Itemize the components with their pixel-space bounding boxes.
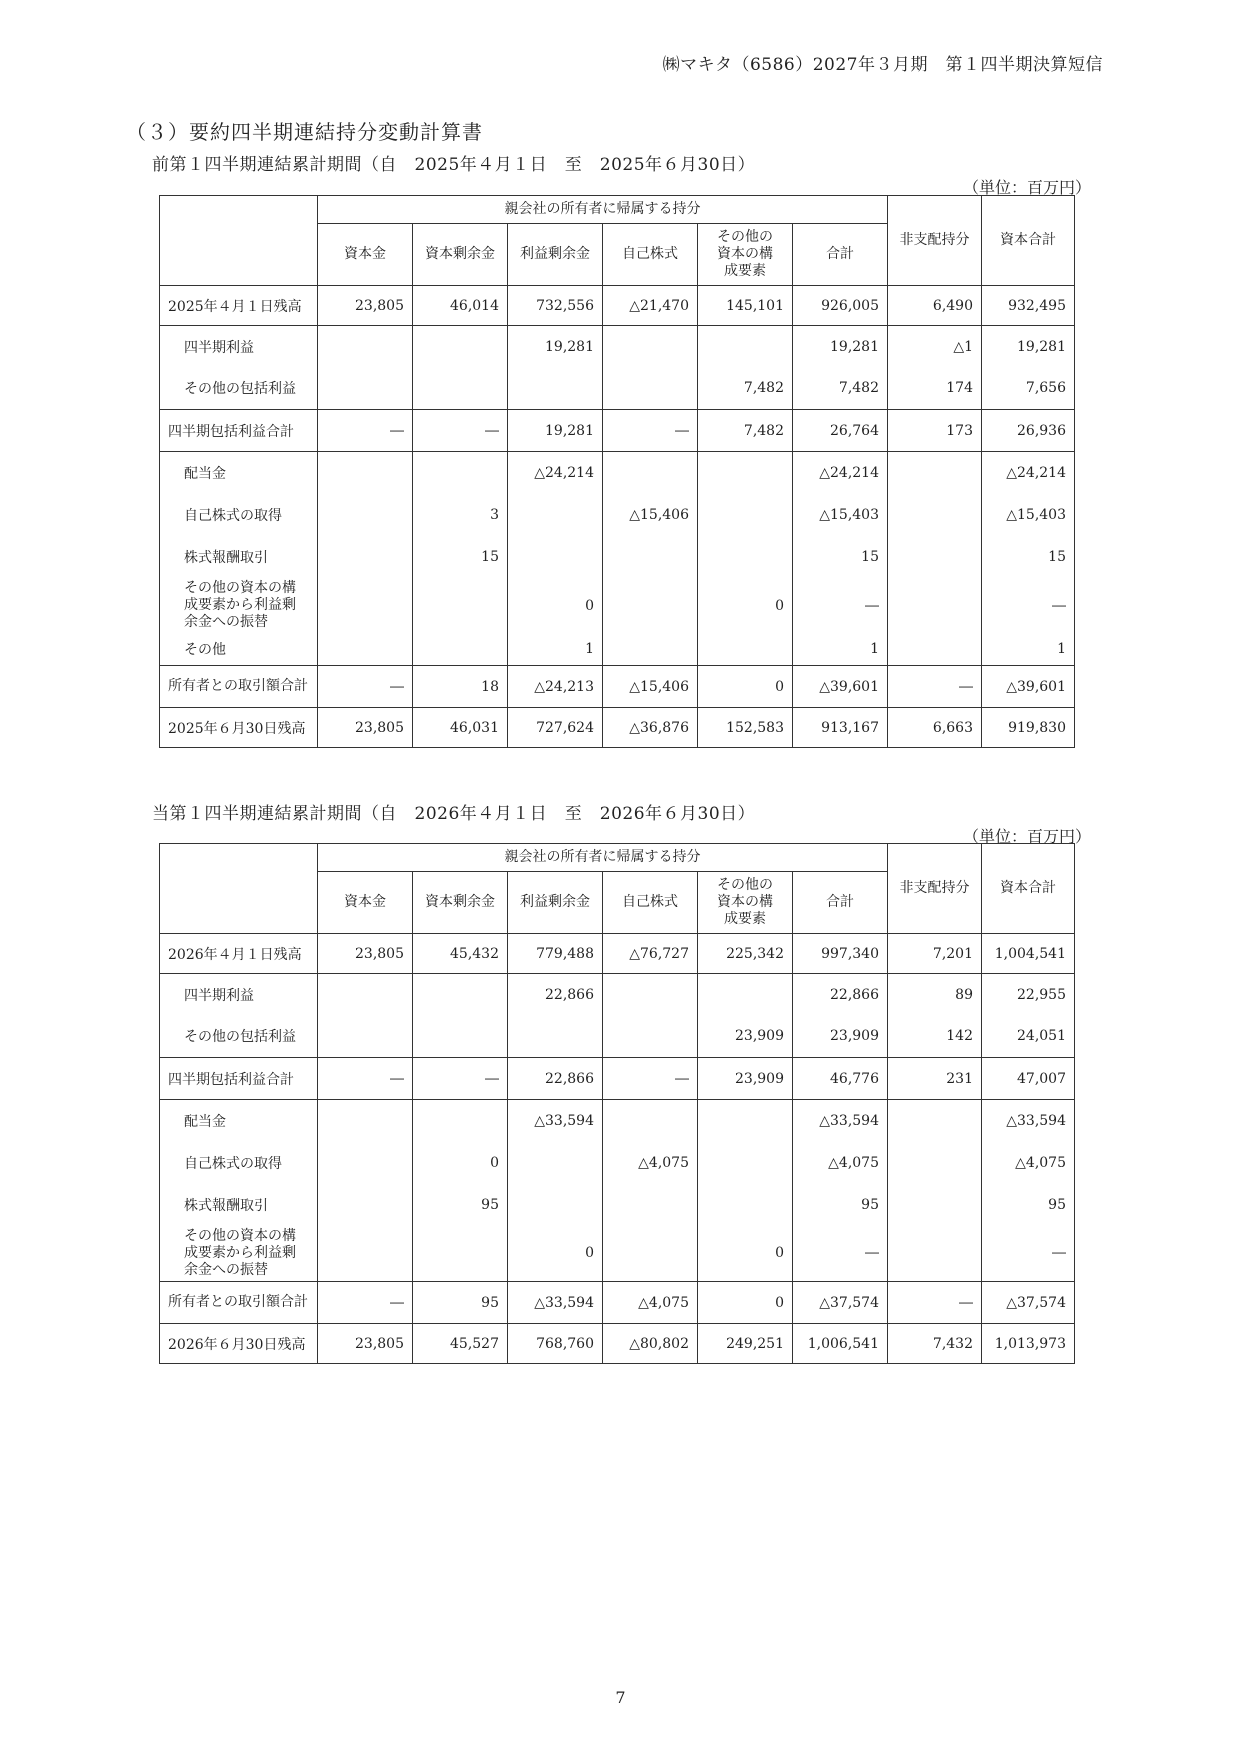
- table-cell: [318, 578, 413, 634]
- table-cell: [603, 634, 698, 666]
- table-cell: 46,031: [413, 708, 508, 748]
- table-cell: 23,909: [698, 1058, 793, 1100]
- table-cell: [318, 326, 413, 368]
- table-cell: [603, 1226, 698, 1282]
- table-cell: 24,051: [982, 1016, 1075, 1058]
- table-cell: 1,004,541: [982, 934, 1075, 974]
- table-row: [160, 1226, 1075, 1282]
- row-label: 2025年６月30日残高: [160, 708, 318, 748]
- table-cell: 23,909: [793, 1016, 888, 1058]
- table-cell: 1,013,973: [982, 1324, 1075, 1364]
- table-cell: △24,214: [508, 452, 603, 494]
- table-cell: 7,656: [982, 368, 1075, 410]
- table-cell: [508, 1016, 603, 1058]
- table-cell: △15,403: [793, 494, 888, 536]
- table-cell: [603, 578, 698, 634]
- table-cell: 22,866: [793, 974, 888, 1016]
- page-number: 7: [615, 1688, 626, 1707]
- table-cell: ―: [318, 666, 413, 708]
- table-cell: ―: [603, 410, 698, 452]
- table-row: [160, 974, 1075, 1016]
- header-capital: 資本金: [318, 224, 413, 286]
- header-owners-group: 親会社の所有者に帰属する持分: [318, 196, 888, 224]
- table-row: [160, 578, 1075, 634]
- table-cell: [888, 1184, 982, 1226]
- table-cell: 95: [982, 1184, 1075, 1226]
- table-cell: [318, 368, 413, 410]
- table-row: [160, 1100, 1075, 1142]
- table-cell: 26,936: [982, 410, 1075, 452]
- header-total: 合計: [793, 224, 888, 286]
- table-cell: [603, 1100, 698, 1142]
- table-cell: 231: [888, 1058, 982, 1100]
- header-capital-surplus: 資本剰余金: [413, 872, 508, 934]
- period-title-prior: 前第１四半期連結累計期間（自 2025年４月１日 至 2025年６月30日）: [152, 155, 756, 175]
- row-label: 四半期利益: [160, 326, 318, 368]
- table-cell: △37,574: [982, 1282, 1075, 1324]
- table-cell: 0: [508, 1226, 603, 1282]
- table-cell: △21,470: [603, 286, 698, 326]
- table-cell: ―: [413, 410, 508, 452]
- table-row: [160, 494, 1075, 536]
- table-cell: [888, 536, 982, 578]
- table-cell: ―: [318, 1058, 413, 1100]
- table-cell: 932,495: [982, 286, 1075, 326]
- table-row: [160, 666, 1075, 708]
- table-cell: 18: [413, 666, 508, 708]
- table-cell: 919,830: [982, 708, 1075, 748]
- table-cell: [508, 494, 603, 536]
- table-cell: [698, 634, 793, 666]
- header-retained-earnings: 利益剰余金: [508, 872, 603, 934]
- table-row: [160, 1142, 1075, 1184]
- table-cell: [508, 536, 603, 578]
- header-total-equity: 資本合計: [982, 196, 1075, 286]
- table-cell: 23,805: [318, 934, 413, 974]
- table-cell: 23,805: [318, 1324, 413, 1364]
- table-cell: [318, 634, 413, 666]
- table-cell: 768,760: [508, 1324, 603, 1364]
- table-row: [160, 708, 1075, 748]
- table-cell: [508, 1184, 603, 1226]
- table-cell: 95: [413, 1282, 508, 1324]
- table-cell: 779,488: [508, 934, 603, 974]
- header-capital: 資本金: [318, 872, 413, 934]
- table-cell: △33,594: [982, 1100, 1075, 1142]
- table-cell: 0: [698, 666, 793, 708]
- table-cell: 47,007: [982, 1058, 1075, 1100]
- row-label: 2026年６月30日残高: [160, 1324, 318, 1364]
- row-label: その他の包括利益: [160, 1016, 318, 1058]
- table-cell: [698, 974, 793, 1016]
- table-cell: △39,601: [982, 666, 1075, 708]
- table-cell: [318, 536, 413, 578]
- table-row: [160, 934, 1075, 974]
- header-blank: [160, 844, 318, 934]
- table-cell: [318, 452, 413, 494]
- row-label: 自己株式の取得: [160, 1142, 318, 1184]
- row-label: 四半期包括利益合計: [160, 410, 318, 452]
- table-cell: 26,764: [793, 410, 888, 452]
- table-cell: △4,075: [603, 1142, 698, 1184]
- table-cell: 6,490: [888, 286, 982, 326]
- table-cell: 19,281: [982, 326, 1075, 368]
- row-label: 2025年４月１日残高: [160, 286, 318, 326]
- table-cell: 1: [508, 634, 603, 666]
- table-cell: [888, 1226, 982, 1282]
- table-cell: 7,482: [793, 368, 888, 410]
- table-cell: 95: [793, 1184, 888, 1226]
- table-row: [160, 1016, 1075, 1058]
- table-cell: [888, 452, 982, 494]
- table-cell: [603, 1184, 698, 1226]
- header-nci: 非支配持分: [888, 844, 982, 934]
- table-cell: 15: [793, 536, 888, 578]
- row-label: 四半期包括利益合計: [160, 1058, 318, 1100]
- row-label: 株式報酬取引: [160, 1184, 318, 1226]
- table-cell: [698, 1184, 793, 1226]
- table-cell: 3: [413, 494, 508, 536]
- table-cell: 174: [888, 368, 982, 410]
- table-cell: [888, 1100, 982, 1142]
- table-cell: 727,624: [508, 708, 603, 748]
- table-cell: 0: [413, 1142, 508, 1184]
- table-cell: △4,075: [793, 1142, 888, 1184]
- table-cell: △36,876: [603, 708, 698, 748]
- section-title: （３）要約四半期連結持分変動計算書: [126, 120, 483, 144]
- table-cell: 15: [982, 536, 1075, 578]
- table-cell: [698, 452, 793, 494]
- table-cell: ―: [888, 1282, 982, 1324]
- table-cell: 23,805: [318, 708, 413, 748]
- row-label: その他: [160, 634, 318, 666]
- table-cell: △37,574: [793, 1282, 888, 1324]
- table-cell: [888, 1142, 982, 1184]
- table-cell: 249,251: [698, 1324, 793, 1364]
- table-cell: △15,403: [982, 494, 1075, 536]
- row-label: その他の資本の構成要素から利益剰余金への振替: [160, 1226, 318, 1282]
- table-cell: [508, 1142, 603, 1184]
- table-cell: [413, 974, 508, 1016]
- header-capital-surplus: 資本剰余金: [413, 224, 508, 286]
- table-cell: [413, 368, 508, 410]
- header-other-components: その他の資本の構成要素: [698, 872, 793, 934]
- table-cell: [698, 1142, 793, 1184]
- row-label: 自己株式の取得: [160, 494, 318, 536]
- table-cell: 23,805: [318, 286, 413, 326]
- table-cell: ―: [318, 410, 413, 452]
- table-cell: △33,594: [793, 1100, 888, 1142]
- table-cell: ―: [318, 1282, 413, 1324]
- table-cell: △76,727: [603, 934, 698, 974]
- table-cell: [413, 1016, 508, 1058]
- table-cell: 0: [698, 1226, 793, 1282]
- header-retained-earnings: 利益剰余金: [508, 224, 603, 286]
- table-row: [160, 286, 1075, 326]
- table-cell: 46,776: [793, 1058, 888, 1100]
- table-cell: 23,909: [698, 1016, 793, 1058]
- table-cell: [413, 1226, 508, 1282]
- table-cell: 45,432: [413, 934, 508, 974]
- row-label: 所有者との取引額合計: [160, 666, 318, 708]
- row-label: その他の包括利益: [160, 368, 318, 410]
- table-cell: 913,167: [793, 708, 888, 748]
- table-cell: 46,014: [413, 286, 508, 326]
- table-row: [160, 368, 1075, 410]
- table-cell: △80,802: [603, 1324, 698, 1364]
- table-cell: 0: [508, 578, 603, 634]
- table-row: [160, 536, 1075, 578]
- table-cell: 926,005: [793, 286, 888, 326]
- table-cell: [698, 1100, 793, 1142]
- row-label: 所有者との取引額合計: [160, 1282, 318, 1324]
- table-cell: △4,075: [982, 1142, 1075, 1184]
- table-cell: △1: [888, 326, 982, 368]
- table-cell: [603, 368, 698, 410]
- table-cell: [413, 452, 508, 494]
- table-cell: 15: [413, 536, 508, 578]
- table-cell: [698, 326, 793, 368]
- table-cell: [413, 634, 508, 666]
- table-cell: [888, 634, 982, 666]
- unit-label-prior: （単位：百万円）: [962, 178, 1091, 197]
- table-cell: △4,075: [603, 1282, 698, 1324]
- table-cell: 0: [698, 578, 793, 634]
- table-cell: [508, 368, 603, 410]
- table-cell: 19,281: [508, 326, 603, 368]
- table-cell: [698, 494, 793, 536]
- table-cell: ―: [603, 1058, 698, 1100]
- table-cell: [888, 578, 982, 634]
- table-cell: [318, 1226, 413, 1282]
- table-cell: 89: [888, 974, 982, 1016]
- table-cell: [318, 1184, 413, 1226]
- equity-table-prior: [159, 195, 1075, 748]
- table-row: [160, 410, 1075, 452]
- header-treasury-stock: 自己株式: [603, 872, 698, 934]
- table-cell: 145,101: [698, 286, 793, 326]
- table-cell: △15,406: [603, 494, 698, 536]
- table-cell: [318, 974, 413, 1016]
- table-cell: ―: [793, 578, 888, 634]
- document-header: ㈱マキタ（6586）2027年３月期 第１四半期決算短信: [662, 55, 1103, 75]
- table-cell: [698, 536, 793, 578]
- table-cell: 22,866: [508, 974, 603, 1016]
- table-cell: 173: [888, 410, 982, 452]
- table-cell: ―: [982, 578, 1075, 634]
- table-cell: ―: [888, 666, 982, 708]
- table-cell: [603, 326, 698, 368]
- header-owners-group: 親会社の所有者に帰属する持分: [318, 844, 888, 872]
- table-cell: 19,281: [793, 326, 888, 368]
- row-label: 配当金: [160, 1100, 318, 1142]
- header-total: 合計: [793, 872, 888, 934]
- table-row: [160, 452, 1075, 494]
- header-nci: 非支配持分: [888, 196, 982, 286]
- table-row: [160, 1184, 1075, 1226]
- table-cell: ―: [413, 1058, 508, 1100]
- table-cell: [603, 536, 698, 578]
- table-cell: [318, 1016, 413, 1058]
- table-row: [160, 1058, 1075, 1100]
- table-cell: 1,006,541: [793, 1324, 888, 1364]
- row-label: 四半期利益: [160, 974, 318, 1016]
- row-label: その他の資本の構成要素から利益剰余金への振替: [160, 578, 318, 634]
- table-row: [160, 634, 1075, 666]
- table-cell: 997,340: [793, 934, 888, 974]
- table-cell: △15,406: [603, 666, 698, 708]
- table-cell: 225,342: [698, 934, 793, 974]
- table-cell: 6,663: [888, 708, 982, 748]
- table-cell: 1: [793, 634, 888, 666]
- table-cell: 732,556: [508, 286, 603, 326]
- table-cell: 19,281: [508, 410, 603, 452]
- table-row: [160, 1324, 1075, 1364]
- row-label: 2026年４月１日残高: [160, 934, 318, 974]
- table-cell: [888, 494, 982, 536]
- table-cell: [413, 578, 508, 634]
- table-cell: 0: [698, 1282, 793, 1324]
- equity-table-current: [159, 843, 1075, 1364]
- table-cell: [413, 326, 508, 368]
- table-cell: ―: [982, 1226, 1075, 1282]
- table-cell: △24,213: [508, 666, 603, 708]
- table-cell: 152,583: [698, 708, 793, 748]
- table-cell: 7,201: [888, 934, 982, 974]
- table-cell: [318, 494, 413, 536]
- table-cell: 142: [888, 1016, 982, 1058]
- table-cell: 95: [413, 1184, 508, 1226]
- header-blank: [160, 196, 318, 286]
- table-cell: △33,594: [508, 1100, 603, 1142]
- table-cell: 45,527: [413, 1324, 508, 1364]
- table-cell: △24,214: [982, 452, 1075, 494]
- table-cell: 7,432: [888, 1324, 982, 1364]
- table-row: [160, 1282, 1075, 1324]
- period-title-current: 当第１四半期連結累計期間（自 2026年４月１日 至 2026年６月30日）: [152, 804, 756, 824]
- table-cell: 22,955: [982, 974, 1075, 1016]
- table-cell: 7,482: [698, 410, 793, 452]
- header-treasury-stock: 自己株式: [603, 224, 698, 286]
- table-cell: [603, 1016, 698, 1058]
- table-cell: 7,482: [698, 368, 793, 410]
- unit-label-current: （単位：百万円）: [962, 827, 1091, 846]
- table-row: [160, 326, 1075, 368]
- table-cell: △33,594: [508, 1282, 603, 1324]
- header-total-equity: 資本合計: [982, 844, 1075, 934]
- table-cell: 1: [982, 634, 1075, 666]
- row-label: 株式報酬取引: [160, 536, 318, 578]
- table-cell: [603, 974, 698, 1016]
- table-cell: [318, 1100, 413, 1142]
- table-cell: [318, 1142, 413, 1184]
- table-cell: 22,866: [508, 1058, 603, 1100]
- table-cell: [413, 1100, 508, 1142]
- table-cell: △24,214: [793, 452, 888, 494]
- table-cell: [603, 452, 698, 494]
- row-label: 配当金: [160, 452, 318, 494]
- header-other-components: その他の資本の構成要素: [698, 224, 793, 286]
- table-cell: ―: [793, 1226, 888, 1282]
- table-cell: △39,601: [793, 666, 888, 708]
